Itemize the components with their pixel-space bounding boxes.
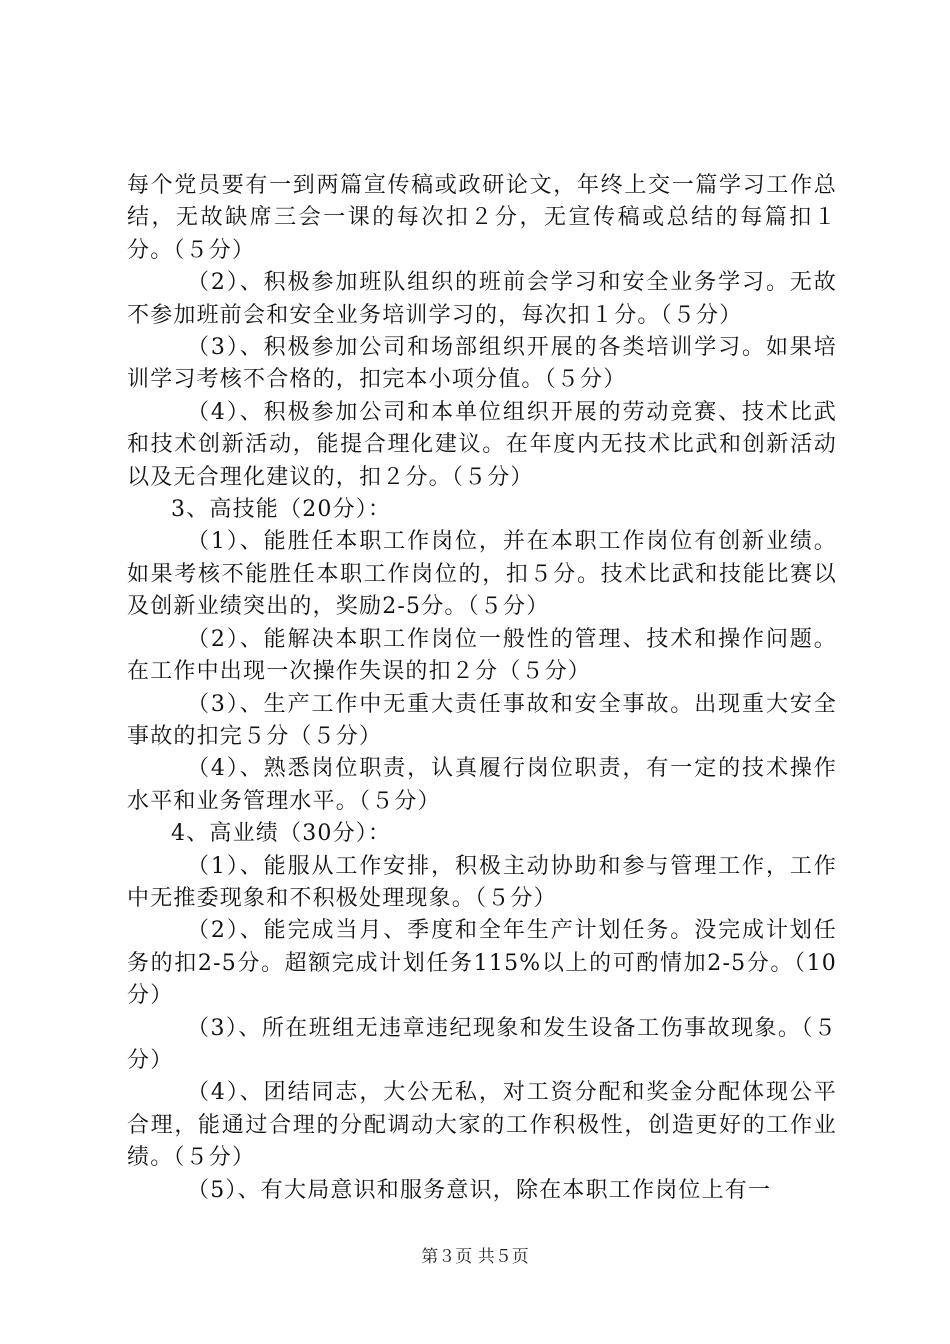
section-heading: 4、高业绩（30分）： [171,821,392,847]
document-body [127,170,837,1207]
page-footer [0,1242,950,1267]
paragraph: （5）、有大局意识和服务意识，除在本职工作岗位上有一 [187,1177,772,1203]
paragraph: （2）、能完成当月、季度和全年生产计划任务。没完成计划任务的扣2-5分。超额完成计划任务115%以上的可酌情加2-5分。（10分） [127,918,837,1009]
paragraph: （4）、熟悉岗位职责，认真履行岗位职责，有一定的技术操作水平和业务管理水平。（５分） [127,756,837,814]
paragraph: （4）、积极参加公司和本单位组织开展的劳动竞赛、技术比武和技术创新活动，能提合理化建议。在年度内无技术比武和创新活动以及无合理化建议的，扣２分。（５分） [127,399,837,490]
paragraph: （2）、积极参加班队组织的班前会学习和安全业务学习。无故不参加班前会和安全业务培训学习的，每次扣１分。（５分） [127,270,837,328]
paragraph: （2）、能解决本职工作岗位一般性的管理、技术和操作问题。在工作中出现一次操作失误的扣２分（５分） [127,626,837,685]
paragraph: （3）、生产工作中无重大责任事故和安全事故。出现重大安全事故的扣完５分（５分） [127,691,837,749]
section-heading: 3、高技能（20分）： [171,497,392,523]
page-number: 第３页 共５页 [421,1247,529,1267]
paragraph: （1）、能服从工作安排，积极主动协助和参与管理工作，工作中无推委现象和不积极处理现象。（５分） [127,853,837,911]
paragraph: （4）、团结同志，大公无私，对工资分配和奖金分配体现公平合理，能通过合理的分配调动大家的工作积极性，创造更好的工作业绩。（５分） [127,1080,837,1171]
paragraph: （3）、所在班组无违章违纪现象和发生设备工伤事故现象。（５分） [127,1015,837,1073]
paragraph: （3）、积极参加公司和场部组织开展的各类培训学习。如果培训学习考核不合格的，扣完本小项分值。（５分） [127,335,837,393]
paragraph: （1）、能胜任本职工作岗位，并在本职工作岗位有创新业绩。如果考核不能胜任本职工作岗位的，扣５分。技术比武和技能比赛以及创新业绩突出的，奖励2-5分。（５分） [127,529,837,620]
paragraph: 每个党员要有一到两篇宣传稿或政研论文，年终上交一篇学习工作总结，无故缺席三会一课的每次扣２分，无宣传稿或总结的每篇扣１分。（５分） [127,173,837,263]
